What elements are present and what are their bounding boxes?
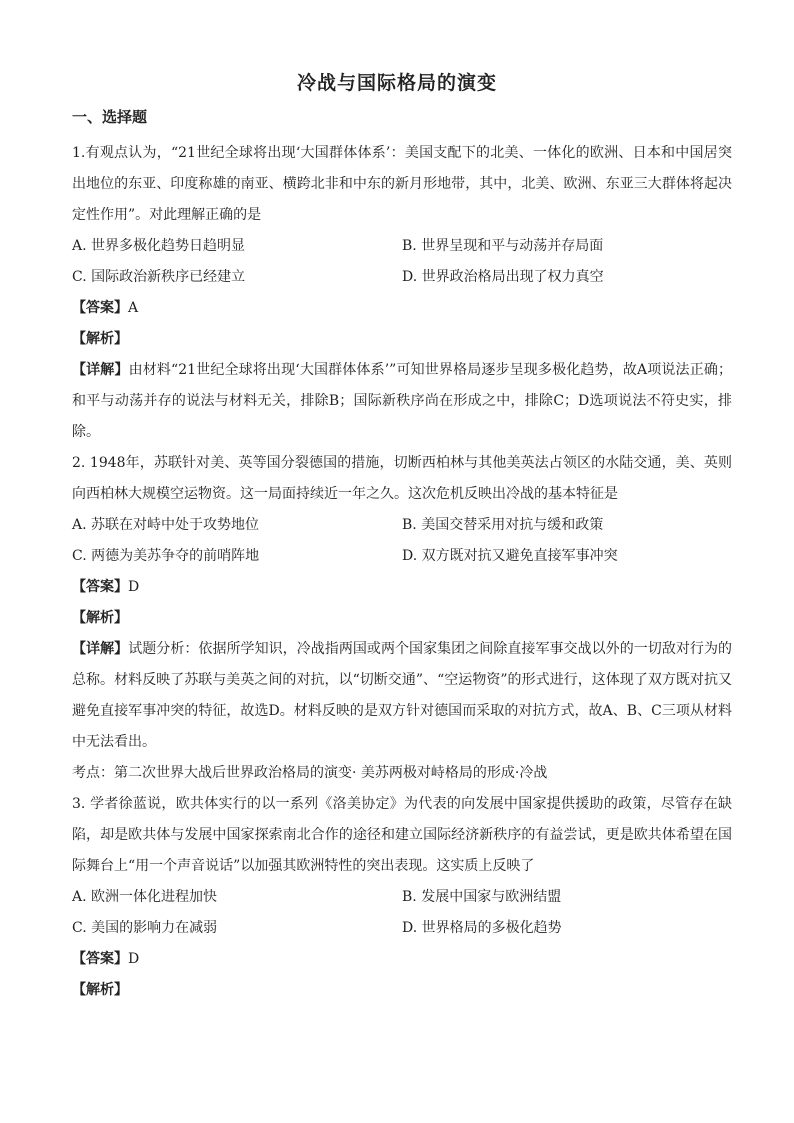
detail-text: 由材料“21世纪全球将出现‘大国群体体系’”可知世界格局逐步呈现多极化趋势，故A项说法正确；和平与动荡并存的说法与材料无关，排除B；国际新秩序尚在形成之中，排除C；D选项说法不符史实，排除。 (72, 362, 733, 440)
question-2-analysis (72, 603, 732, 634)
question-1-option-b: B. 世界呈现和平与动荡并存局面 (402, 238, 604, 254)
question-1-stem: 1.有观点认为，“21世纪全球将出现‘大国群体体系’：美国支配下的北美、一体化的欧洲、日本和中国居突出地位的东亚、印度称雄的南亚、横跨北非和中东的新月形地带，其中，北美、欧洲、东亚三大群体将起决定性作用”。对此理解正确的是 (72, 145, 732, 223)
question-3-options (72, 882, 732, 944)
question-1-detail (72, 355, 732, 448)
question-2-option-d: D. 双方既对抗又避免直接军事冲突 (402, 548, 618, 564)
question-3-analysis (72, 975, 732, 1006)
section-heading: 一、选择题 (72, 108, 148, 126)
question-3-option-b: B. 发展中国家与欧洲结盟 (402, 889, 562, 905)
question-1-options (72, 231, 732, 293)
question-2-detail (72, 634, 732, 758)
question-1-answer (72, 293, 732, 324)
analysis-label: 【解析】 (72, 982, 128, 998)
answer-value: A (128, 300, 139, 316)
question-3-option-c: C. 美国的影响力在减弱 (72, 920, 218, 936)
question-2-option-a: A. 苏联在对峙中处于攻势地位 (72, 517, 260, 533)
detail-text: 试题分析：依据所学知识，冷战指两国或两个国家集团之间除直接军事交战以外的一切敌对行为的总称。材料反映了苏联与美英之间的对抗，以“切断交通”、“空运物资”的形式进行，这体现了双方既对抗又避免直接军事冲突的特征，故选D。材料反映的是双方针对德国而采取的对抗方式，故A、B、C三项从材料中无法看出。 (72, 641, 733, 750)
analysis-label: 【解析】 (72, 610, 128, 626)
answer-value: D (128, 579, 140, 595)
question-2-options (72, 510, 732, 572)
question-2-note: 考点：第二次世界大战后世界政治格局的演变· 美苏两极对峙格局的形成·冷战 (72, 765, 548, 781)
question-1-option-d: D. 世界政治格局出现了权力真空 (402, 269, 604, 285)
question-1-option-a: A. 世界多极化趋势日趋明显 (72, 238, 246, 254)
question-3-stem: 3. 学者徐蓝说，欧共体实行的以一系列《洛美协定》为代表的向发展中国家提供援助的政策，尽管存在缺陷，却是欧共体与发展中国家探索南北合作的途径和建立国际经济新秩序的有益尝试，更是欧共体希望在国际舞台上“用一个声音说话”以加强其欧洲特性的突出表现。这实质上反映了 (72, 796, 732, 874)
analysis-label: 【解析】 (72, 331, 128, 347)
questions-content (72, 138, 732, 1006)
detail-label: 【详解】 (72, 641, 129, 657)
question-2-option-c: C. 两德为美苏争夺的前哨阵地 (72, 548, 260, 564)
answer-label: 【答案】 (72, 951, 128, 967)
question-1-analysis (72, 324, 732, 355)
answer-value: D (128, 951, 140, 967)
question-2-answer (72, 572, 732, 603)
question-3-option-d: D. 世界格局的多极化趋势 (402, 920, 562, 936)
question-3-option-a: A. 欧洲一体化进程加快 (72, 889, 218, 905)
question-2-stem: 2. 1948年，苏联针对美、英等国分裂德国的措施，切断西柏林与其他美英法占领区的水陆交通，美、英则向西柏林大规模空运物资。这一局面持续近一年之久。这次危机反映出冷战的基本特征是 (72, 455, 732, 502)
answer-label: 【答案】 (72, 579, 128, 595)
answer-label: 【答案】 (72, 300, 128, 316)
question-2-option-b: B. 美国交替采用对抗与缓和政策 (402, 517, 604, 533)
question-1-option-c: C. 国际政治新秩序已经建立 (72, 269, 246, 285)
question-3-answer (72, 944, 732, 975)
detail-label: 【详解】 (72, 362, 129, 378)
document-title: 冷战与国际格局的演变 (296, 72, 497, 94)
